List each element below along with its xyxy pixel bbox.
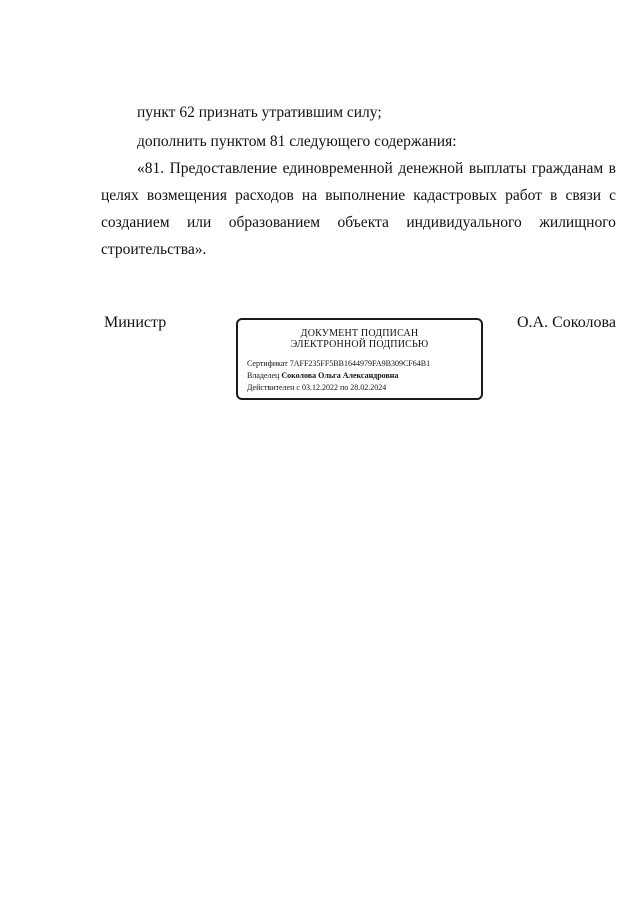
paragraph-word: индивидуального [406, 214, 522, 231]
electronic-signature-stamp [236, 318, 483, 400]
stamp-owner-row [247, 371, 398, 381]
paragraph-word: целях [101, 187, 139, 204]
paragraph-line-2 [101, 186, 616, 206]
paragraph-word: возмещения [146, 187, 227, 204]
certificate-value: 7AFF235FF5BB1644979FA9B309CF64B1 [289, 359, 431, 368]
paragraph-word: объекта [337, 214, 389, 231]
paragraph-line-1 [137, 159, 616, 179]
signatory-name: О.А. Соколова [517, 314, 616, 331]
paragraph-word: созданием [101, 214, 170, 231]
signatory-role: Министр [104, 314, 167, 331]
paragraph-word: «81. [137, 160, 165, 177]
paragraph-word: связи [565, 187, 602, 204]
stamp-title-line-2: ЭЛЕКТРОННОЙ ПОДПИСЬЮ [290, 339, 429, 350]
certificate-label: Сертификат [247, 359, 288, 368]
paragraph-line-3 [101, 213, 616, 233]
paragraph-word: с [609, 187, 616, 204]
paragraph-word: на [301, 187, 318, 204]
owner-value: Соколова Ольга Александровна [281, 371, 399, 380]
paragraph-word: или [186, 214, 212, 231]
paragraph-word: кадастровых [413, 187, 498, 204]
text-line-add-item-81: дополнить пунктом 81 следующего содержания: [137, 133, 457, 150]
paragraph-word: в [608, 160, 616, 177]
paragraph-word: денежной [398, 160, 464, 177]
paragraph-word: в [550, 187, 558, 204]
paragraph-word: работ [505, 187, 542, 204]
paragraph-word: выполнение [325, 187, 406, 204]
valid-from-date: 03.12.2022 [301, 383, 338, 392]
paragraph-word: Предоставление [169, 160, 278, 177]
paragraph-word: образованием [228, 214, 321, 231]
text-line-repeal-item-62: пункт 62 признать утратившим силу; [137, 104, 382, 121]
valid-to-date: 28.02.2024 [350, 383, 387, 392]
valid-label: Действителен [247, 383, 295, 392]
valid-from-prefix: с [296, 383, 300, 392]
owner-label: Владелец [247, 371, 280, 380]
stamp-validity-row [247, 383, 386, 393]
paragraph-word: выплаты [468, 160, 527, 177]
paragraph-word: жилищного [539, 214, 616, 231]
valid-to-prefix: по [339, 383, 349, 392]
paragraph-word: единовременной [282, 160, 393, 177]
paragraph-word: расходов [235, 187, 294, 204]
paragraph-word: гражданам [531, 160, 604, 177]
stamp-title-line-1: ДОКУМЕНТ ПОДПИСАН [300, 328, 419, 339]
stamp-certificate-row [247, 359, 430, 369]
paragraph-line-4: строительства». [101, 241, 207, 258]
